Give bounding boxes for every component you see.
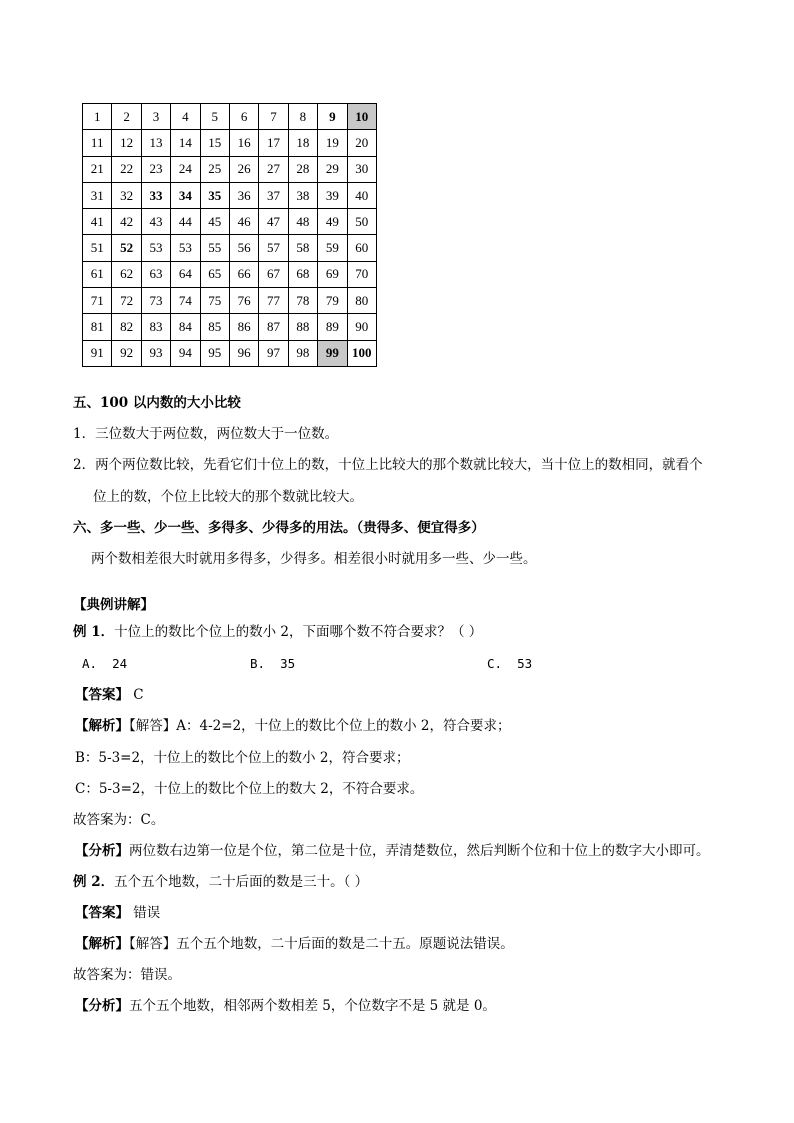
section5-item2-line1: 2．两个两位数比较，先看它们十位上的数，十位上比较大的那个数就比较大，当十位上的数相同，就看个 — [73, 457, 703, 473]
grid-cell: 79 — [318, 288, 347, 314]
grid-cell: 28 — [288, 156, 317, 182]
option-c-value: 53 — [517, 656, 533, 671]
grid-cell: 69 — [318, 261, 347, 287]
section5-title: 五、100 以内数的大小比较 — [73, 395, 241, 411]
grid-cell: 15 — [200, 130, 229, 156]
example2-answer: 错误 — [133, 905, 161, 921]
grid-row — [83, 314, 377, 340]
section5-item1: 1．三位数大于两位数，两位数大于一位数。 — [73, 426, 339, 442]
grid-cell: 27 — [259, 156, 288, 182]
example1-answer-line — [75, 686, 144, 704]
grid-row — [83, 182, 377, 208]
grid-cell: 30 — [347, 156, 376, 182]
example2-label: 例 2． — [73, 874, 115, 890]
grid-cell: 17 — [259, 130, 288, 156]
option-a-value: 24 — [112, 656, 128, 671]
grid-cell: 1 — [83, 104, 112, 130]
example1-answer: C — [133, 687, 144, 703]
grid-cell: 95 — [200, 340, 229, 366]
grid-cell: 53 — [141, 235, 170, 261]
grid-cell: 2 — [112, 104, 141, 130]
grid-cell: 48 — [288, 209, 317, 235]
example1-answer-tag: 【答案】 — [75, 687, 129, 703]
grid-row — [83, 130, 377, 156]
grid-cell: 66 — [229, 261, 258, 287]
example1-question: 十位上的数比个位上的数小 2，下面哪个数不符合要求？（ ） — [114, 624, 483, 640]
grid-cell: 19 — [318, 130, 347, 156]
example1-reason-line — [75, 842, 710, 860]
example1-reason: 两位数右边第一位是个位，第二位是十位，弄清楚数位，然后判断个位和十位上的数字大小即可。 — [129, 843, 710, 859]
grid-cell: 29 — [318, 156, 347, 182]
example1-question-line — [73, 623, 482, 641]
example1-label: 例 1． — [73, 624, 115, 640]
grid-cell: 35 — [200, 182, 229, 208]
grid-cell: 42 — [112, 209, 141, 235]
example2-reason: 五个五个地数，相邻两个数相差 5，个位数字不是 5 就是 0。 — [129, 998, 496, 1014]
example1-option-b — [250, 655, 295, 673]
grid-cell: 71 — [83, 288, 112, 314]
grid-cell: 90 — [347, 314, 376, 340]
grid-cell: 58 — [288, 235, 317, 261]
example1-analysis-text-1: 【解答】A：4-2=2，十位上的数比个位上的数小 2，符合要求； — [129, 718, 511, 734]
grid-cell: 16 — [229, 130, 258, 156]
grid-cell: 74 — [171, 288, 200, 314]
example2-question-line — [73, 873, 368, 891]
option-b-letter: B. — [250, 656, 266, 671]
grid-cell: 67 — [259, 261, 288, 287]
grid-cell: 32 — [112, 182, 141, 208]
grid-cell: 44 — [171, 209, 200, 235]
example2-analysis-text: 【解答】五个五个地数，二十后面的数是二十五。原题说法错误。 — [129, 936, 514, 952]
example1-analysis-tag: 【解析】 — [75, 718, 129, 734]
section6-title: 六、多一些、少一些、多得多、少得多的用法。（贵得多、便宜得多） — [73, 520, 485, 536]
grid-cell: 33 — [141, 182, 170, 208]
hundred-chart-table — [82, 103, 377, 367]
grid-cell: 21 — [83, 156, 112, 182]
grid-cell: 26 — [229, 156, 258, 182]
grid-cell: 31 — [83, 182, 112, 208]
grid-cell: 7 — [259, 104, 288, 130]
grid-row — [83, 235, 377, 261]
grid-cell: 85 — [200, 314, 229, 340]
grid-cell: 70 — [347, 261, 376, 287]
grid-cell: 45 — [200, 209, 229, 235]
grid-cell: 50 — [347, 209, 376, 235]
grid-cell: 57 — [259, 235, 288, 261]
grid-cell: 99 — [318, 340, 347, 366]
grid-row — [83, 261, 377, 287]
grid-cell: 47 — [259, 209, 288, 235]
example1-option-c — [487, 655, 532, 673]
example2-analysis-tag: 【解析】 — [75, 936, 129, 952]
grid-cell: 38 — [288, 182, 317, 208]
grid-cell: 11 — [83, 130, 112, 156]
grid-cell: 77 — [259, 288, 288, 314]
grid-cell: 81 — [83, 314, 112, 340]
grid-cell: 92 — [112, 340, 141, 366]
grid-cell: 87 — [259, 314, 288, 340]
example2-analysis-line — [75, 935, 514, 953]
grid-cell: 76 — [229, 288, 258, 314]
grid-cell: 56 — [229, 235, 258, 261]
grid-cell: 82 — [112, 314, 141, 340]
grid-cell: 24 — [171, 156, 200, 182]
example1-analysis-line2: B：5-3=2，十位上的数比个位上的数小 2，符合要求； — [75, 750, 410, 766]
grid-cell: 89 — [318, 314, 347, 340]
grid-cell: 65 — [200, 261, 229, 287]
grid-cell: 3 — [141, 104, 170, 130]
grid-cell: 6 — [229, 104, 258, 130]
grid-cell: 75 — [200, 288, 229, 314]
grid-cell: 93 — [141, 340, 170, 366]
grid-cell: 62 — [112, 261, 141, 287]
grid-cell: 88 — [288, 314, 317, 340]
example2-answer-line — [75, 904, 160, 922]
example2-conclusion: 故答案为：错误。 — [73, 967, 181, 983]
grid-cell: 10 — [347, 104, 376, 130]
grid-cell: 40 — [347, 182, 376, 208]
grid-cell: 78 — [288, 288, 317, 314]
grid-cell: 55 — [200, 235, 229, 261]
grid-cell: 20 — [347, 130, 376, 156]
grid-cell: 98 — [288, 340, 317, 366]
grid-cell: 51 — [83, 235, 112, 261]
grid-cell: 86 — [229, 314, 258, 340]
grid-cell: 41 — [83, 209, 112, 235]
grid-cell: 18 — [288, 130, 317, 156]
example1-analysis-line3: C：5-3=2，十位上的数比个位上的数大 2，不符合要求。 — [75, 781, 424, 797]
example2-question: 五个五个地数，二十后面的数是三十。（ ） — [114, 874, 369, 890]
grid-cell: 36 — [229, 182, 258, 208]
section6-body: 两个数相差很大时就用多得多，少得多。相差很小时就用多一些、少一些。 — [91, 551, 537, 567]
example1-option-a — [82, 655, 127, 673]
grid-cell: 34 — [171, 182, 200, 208]
grid-row — [83, 288, 377, 314]
grid-cell: 72 — [112, 288, 141, 314]
grid-cell: 23 — [141, 156, 170, 182]
grid-cell: 96 — [229, 340, 258, 366]
grid-cell: 61 — [83, 261, 112, 287]
section5-item2-line2: 位上的数，个位上比较大的那个数就比较大。 — [93, 489, 363, 505]
grid-cell: 52 — [112, 235, 141, 261]
grid-cell: 22 — [112, 156, 141, 182]
grid-cell: 80 — [347, 288, 376, 314]
example2-reason-line — [75, 997, 496, 1015]
grid-cell: 49 — [318, 209, 347, 235]
grid-cell: 100 — [347, 340, 376, 366]
grid-cell: 46 — [229, 209, 258, 235]
example1-analysis-line1 — [75, 717, 511, 735]
example1-conclusion: 故答案为：C。 — [73, 812, 165, 828]
grid-cell: 68 — [288, 261, 317, 287]
option-b-value: 35 — [280, 656, 296, 671]
grid-cell: 60 — [347, 235, 376, 261]
grid-cell: 5 — [200, 104, 229, 130]
grid-cell: 53 — [171, 235, 200, 261]
grid-cell: 59 — [318, 235, 347, 261]
example2-answer-tag: 【答案】 — [75, 905, 129, 921]
grid-row — [83, 209, 377, 235]
grid-cell: 83 — [141, 314, 170, 340]
grid-cell: 94 — [171, 340, 200, 366]
grid-cell: 64 — [171, 261, 200, 287]
grid-cell: 63 — [141, 261, 170, 287]
example2-reason-tag: 【分析】 — [75, 998, 129, 1014]
grid-cell: 73 — [141, 288, 170, 314]
grid-cell: 43 — [141, 209, 170, 235]
grid-cell: 37 — [259, 182, 288, 208]
grid-cell: 9 — [318, 104, 347, 130]
example1-reason-tag: 【分析】 — [75, 843, 129, 859]
grid-row — [83, 340, 377, 366]
grid-cell: 13 — [141, 130, 170, 156]
option-a-letter: A. — [82, 656, 98, 671]
grid-cell: 14 — [171, 130, 200, 156]
option-c-letter: C. — [487, 656, 503, 671]
grid-cell: 4 — [171, 104, 200, 130]
grid-row — [83, 104, 377, 130]
grid-row — [83, 156, 377, 182]
grid-cell: 25 — [200, 156, 229, 182]
grid-cell: 84 — [171, 314, 200, 340]
grid-cell: 39 — [318, 182, 347, 208]
grid-cell: 97 — [259, 340, 288, 366]
grid-cell: 8 — [288, 104, 317, 130]
examples-heading: 【典例讲解】 — [73, 597, 154, 613]
grid-cell: 12 — [112, 130, 141, 156]
grid-cell: 91 — [83, 340, 112, 366]
